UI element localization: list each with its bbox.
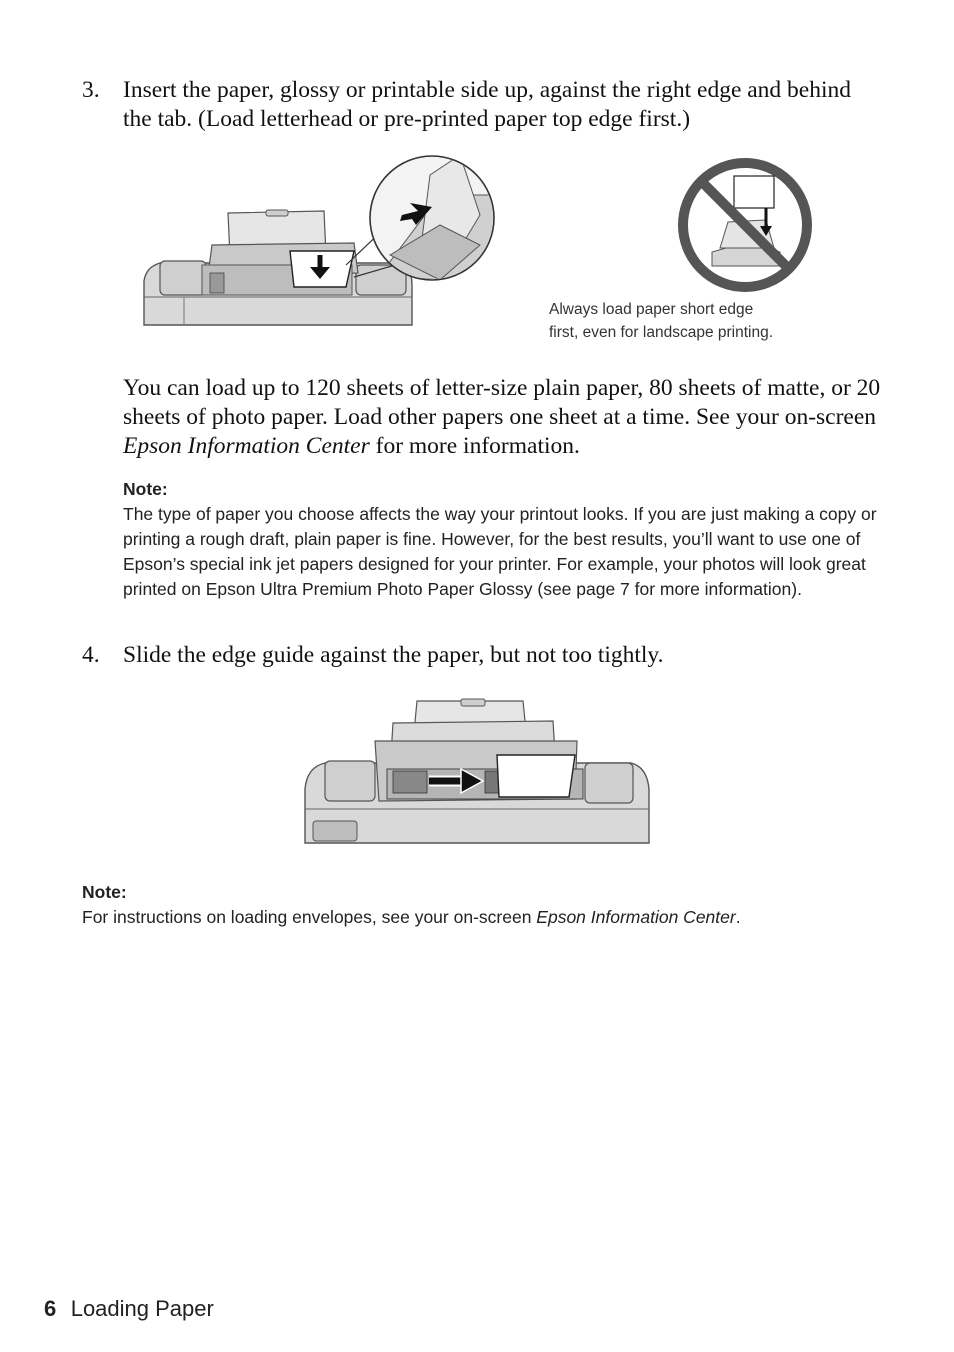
caption-line-2: first, even for landscape printing. — [549, 324, 774, 341]
section-title: Loading Paper — [70, 1296, 214, 1321]
note-2 — [82, 881, 882, 930]
note-2-text: For instructions on loading envelopes, see your on-screen — [82, 907, 537, 927]
no-landscape-loading-icon — [676, 156, 814, 294]
caption — [549, 298, 849, 344]
capacity-text: You can load up to 120 sheets of letter-size plain paper, 80 sheets of matte, or 20 sheets of photo paper. Load other papers one sheet at a time. See your on-screen — [123, 375, 881, 430]
printer-load-paper-illustration — [140, 155, 500, 327]
step-3-text: Insert the paper, glossy or printable side up, against the right edge and behind the tab. (Load letterhead or pre-printed paper top edge first.) — [123, 77, 852, 132]
step-4-text: Slide the edge guide against the paper, but not too tightly. — [123, 642, 664, 668]
step-3-number: 3. — [82, 77, 100, 103]
step-4-number: 4. — [82, 642, 100, 668]
note-2-label: Note: — [82, 882, 127, 902]
note-2-body — [82, 905, 882, 930]
step-3 — [82, 76, 882, 136]
step-4 — [82, 641, 882, 671]
caption-line-1: Always load paper short edge — [549, 301, 754, 318]
note-1 — [123, 478, 883, 602]
edge-guide-illustration — [303, 697, 653, 845]
note-2-epson-information-center-ref: Epson Information Center — [536, 907, 736, 927]
page-footer — [44, 1296, 214, 1322]
note-1-label: Note: — [123, 479, 168, 499]
capacity-paragraph — [123, 374, 883, 461]
page-number: 6 — [44, 1296, 57, 1321]
epson-information-center-ref: Epson Information Center — [123, 433, 370, 459]
note-1-body: The type of paper you choose affects the way your printout looks. If you are just making a copy or printing a rough draft, plain paper is fine. However, for the best results, you’ll want to use one of Epson’s special ink jet papers designed for your printer. For example, your photos will look great printed on Epson Ultra Premium Photo Paper Glossy (see page 7 for more information). — [123, 504, 877, 599]
note-2-text-end: . — [735, 907, 741, 927]
capacity-text-end: for more information. — [369, 433, 580, 459]
